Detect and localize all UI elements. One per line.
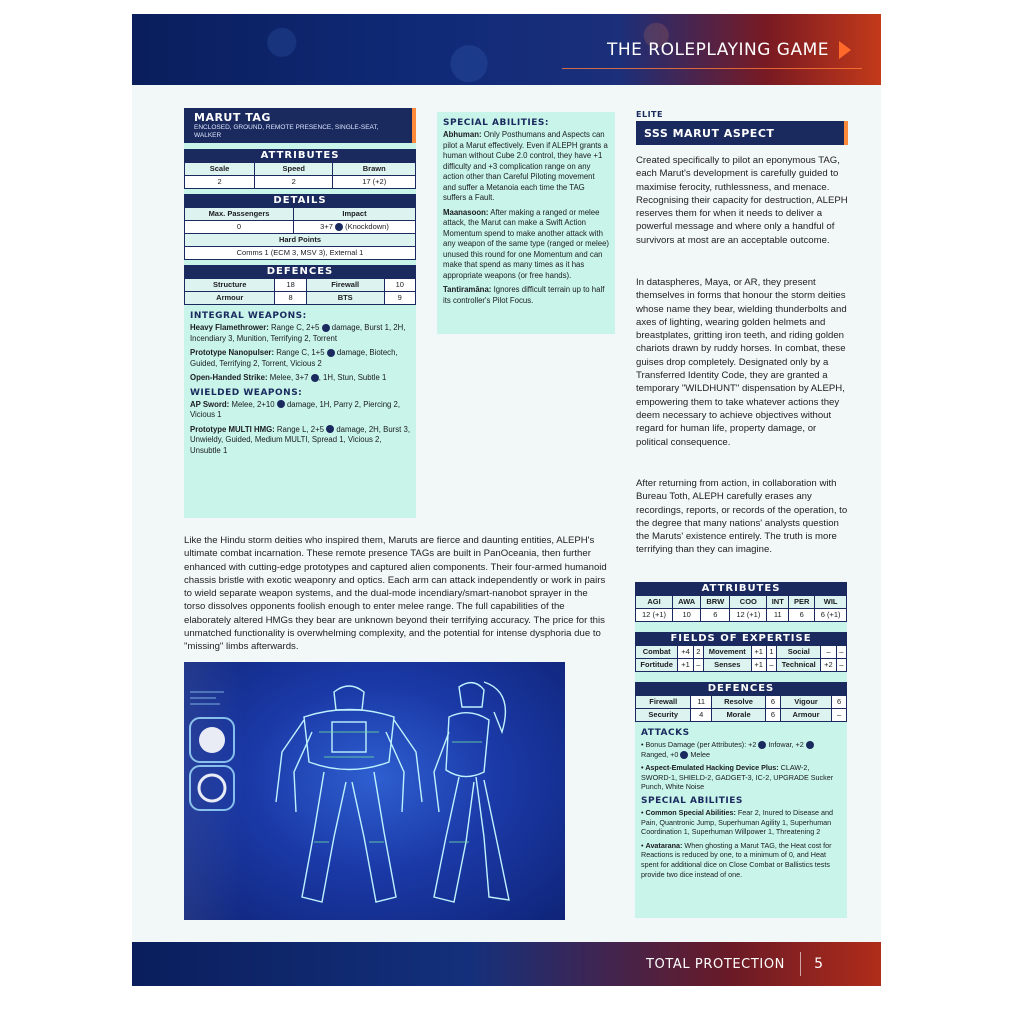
table-cell: 12 (+1)	[730, 609, 767, 622]
table-cell: +2	[821, 659, 836, 672]
fields-of-expertise-table	[635, 645, 847, 672]
combat-dice-icon	[277, 400, 285, 408]
weapon-entry: Prototype Nanopulser: Range C, 1+5 damage, Biotech, Guided, Terrifying 2, Torrent, Vicious 2	[190, 348, 398, 368]
table-header: Structure	[185, 279, 275, 292]
ability-entry: • Common Special Abilities: Fear 2, Inured to Disease and Pain, Quantronic Jump, Superhuman Agility 1, Superhuman Coordination 1, Superhuman Willpower 1, Threatening 2	[641, 807, 834, 837]
integral-weapons-heading: INTEGRAL WEAPONS:	[190, 311, 307, 321]
table-header: Scale	[185, 163, 255, 176]
weapon-entry: Prototype MULTI HMG: Range L, 2+5 damage, 2H, Burst 3, Unwieldy, Guided, Medium MULTI, Spread 1, Vicious 2, Unsubtle 1	[190, 424, 410, 455]
special-abilities-heading: SPECIAL ABILITIES:	[443, 118, 549, 128]
table-header: Morale	[711, 709, 765, 722]
table-cell: 17 (+2)	[333, 176, 416, 189]
table-cell: 18	[275, 279, 306, 292]
table-cell: –	[836, 646, 846, 659]
table-cell: 2	[185, 176, 255, 189]
table-cell: –	[821, 646, 836, 659]
table-cell: +1	[678, 659, 693, 672]
combat-dice-icon	[680, 751, 688, 759]
aspect-tier: ELITE	[636, 110, 663, 119]
weapon-entry: AP Sword: Melee, 2+10 damage, 1H, Parry 2, Piercing 2, Vicious 1	[190, 399, 401, 419]
table-cell: –	[832, 709, 847, 722]
page-number: 5	[814, 956, 823, 972]
table-cell: 2	[255, 176, 333, 189]
table-cell: +1	[751, 646, 766, 659]
table-cell: 11	[767, 609, 789, 622]
table-header: INT	[767, 596, 789, 609]
aspect-paragraph-1: Created specifically to pilot an eponymous TAG, each Marut's development is carefully guided to maximise ferocity, ruthlessness, and menace. Recognising their capacity for destruction, ALEPH reserves them for when it needs to deliver a powerful message and where only a handful of survivors at most are an acceptable outcome.	[636, 155, 848, 246]
table-cell: 8	[275, 292, 306, 305]
table-cell: 6	[766, 696, 781, 709]
tag-attributes-heading: ATTRIBUTES	[184, 149, 416, 162]
table-cell: 6	[789, 609, 815, 622]
aspect-paragraph-3: After returning from action, in collaboration with Bureau Toth, ALEPH carefully erases any recordings, reports, or records of the operation, to the degree that many nations' analysts question the Maruts' existence entirely. The truth is more terrifying than they can imagine.	[636, 478, 848, 556]
ability-entry: Maanasoon: After making a ranged or melee attack, the Marut can make a Swift Action Momentum spend to make another attack with any weapon of the same type (ranged or melee) unused this round for one Momentum and can make that spend as many times as it has appropriate weapons (or free hands).	[443, 207, 609, 280]
table-header: BRW	[701, 596, 730, 609]
attack-entry: • Bonus Damage (per Attributes): +2 Infowar, +2 Ranged, +0 Melee	[641, 740, 841, 759]
table-header: Vigour	[780, 696, 831, 709]
combat-dice-icon	[326, 425, 334, 433]
aspect-title-bar	[636, 121, 848, 145]
tag-special-abilities	[437, 112, 615, 334]
table-header: Brawn	[333, 163, 416, 176]
aspect-defences-table	[635, 695, 847, 722]
table-header: Technical	[777, 659, 821, 672]
table-header: Fortitude	[636, 659, 678, 672]
aspect-defences-heading: DEFENCES	[635, 682, 847, 695]
table-cell: 9	[384, 292, 415, 305]
page-header	[132, 14, 881, 85]
tag-details-table	[184, 207, 416, 260]
tag-details-heading: DETAILS	[184, 194, 416, 207]
ability-entry: Tantiramāna: Ignores difficult terrain up to half its controller's Pilot Focus.	[443, 285, 605, 305]
footer-divider	[800, 952, 801, 976]
tag-name: MARUT TAG	[194, 111, 271, 124]
table-cell: 10	[384, 279, 415, 292]
footer-title: TOTAL PROTECTION	[645, 957, 785, 972]
table-cell: 11	[691, 696, 712, 709]
table-cell: 2	[693, 646, 703, 659]
page-footer	[132, 942, 881, 986]
impact-cell	[294, 221, 416, 234]
table-header: WIL	[815, 596, 847, 609]
aspect-paragraph-2: In dataspheres, Maya, or AR, they present themselves in forms that honour the storm deities whose name they bear, wielding thunderbolts and axes of lighting, wearing golden helmets and breastplates, gritting iron teeth, and riding golden chariots drawn by ruddy horses. In combat, these guises drop completely. Designated only by a Transferred Identity Code, they are granted a temporary "WILDHUNT" dispensation by ALEPH, empowering them to take whatever actions they deem necessary to achieve objectives without regard for human life, property damage, or political consequence.	[636, 277, 847, 448]
table-cell: 6	[701, 609, 730, 622]
table-header: Social	[777, 646, 821, 659]
table-header: Combat	[636, 646, 678, 659]
table-header: AGI	[636, 596, 673, 609]
table-header: COO	[730, 596, 767, 609]
combat-dice-icon	[758, 741, 766, 749]
page	[132, 14, 881, 986]
combat-dice-icon	[806, 741, 814, 749]
table-header: Armour	[780, 709, 831, 722]
table-cell: +1	[751, 659, 766, 672]
impact-quality: (Knockdown)	[345, 222, 389, 231]
attacks-heading: ATTACKS	[641, 728, 690, 738]
tag-stat-block	[184, 108, 416, 518]
table-header: Movement	[704, 646, 752, 659]
tag-defences-heading: DEFENCES	[184, 265, 416, 278]
table-header: Firewall	[306, 279, 384, 292]
table-cell: –	[766, 659, 776, 672]
aspect-attributes-table	[635, 595, 847, 622]
table-header: AWA	[673, 596, 701, 609]
tag-attributes-table	[184, 162, 416, 189]
combat-dice-icon	[327, 349, 335, 357]
fields-of-expertise-heading: FIELDS OF EXPERTISE	[635, 632, 847, 645]
weapon-entry: Open-Handed Strike: Melee, 3+7 , 1H, Stun, Subtle 1	[190, 373, 387, 382]
tag-title-bar	[184, 108, 416, 143]
tag-defences-table	[184, 278, 416, 305]
table-header: Max. Passengers	[185, 208, 294, 221]
table-cell: –	[836, 659, 846, 672]
table-header: Speed	[255, 163, 333, 176]
intro-paragraph: Like the Hindu storm deities who inspired them, Maruts are fierce and daunting entities, ALEPH's ultimate combat incarnation. These remote presence TAGs are built in PanOceania, then further enhanced with cutting-edge prototypes and captured alien components. Their four-armed humanoid chassis bristle with exotic weaponry and optics. Each arm can attack independently or work in pairs to wield separate weapon systems, and the dual-mode incendiary/smart-nanobot sprayer in the torso dissolves opponents foolish enough to enter melee range. The full capabilities of the elaborately altered HMGs they bear are unknown beyond their terrifying accuracy. The price for this unmatched functionality is overwhelming complexity, and the potential for intense dysphoria due to "missing" limbs afterwards.	[184, 535, 607, 653]
table-header: Armour	[185, 292, 275, 305]
table-cell: 6	[832, 696, 847, 709]
table-cell: +4	[678, 646, 693, 659]
table-cell: 6	[766, 709, 781, 722]
table-cell: –	[693, 659, 703, 672]
tag-keywords: ENCLOSED, GROUND, REMOTE PRESENCE, SINGLE-SEAT, WALKER	[194, 124, 379, 139]
table-header: Hard Points	[185, 234, 416, 247]
aspect-section	[636, 110, 848, 145]
wielded-weapons-heading: WIELDED WEAPONS:	[190, 387, 303, 398]
header-title: THE ROLEPLAYING GAME	[606, 40, 829, 60]
combat-dice-icon	[322, 324, 330, 332]
table-header: Security	[636, 709, 691, 722]
table-cell: 10	[673, 609, 701, 622]
table-cell: 12 (+1)	[636, 609, 673, 622]
table-header: PER	[789, 596, 815, 609]
combat-dice-icon	[335, 223, 343, 231]
attack-entry: • Aspect-Emulated Hacking Device Plus: CLAW-2, SWORD-1, SHIELD-2, GADGET-3, IC-2, UPGRADE Sucker Punch, White Noise	[641, 763, 834, 792]
table-header: BTS	[306, 292, 384, 305]
aspect-special-abilities-heading: SPECIAL ABILITIES	[641, 795, 743, 806]
table-cell: 1	[766, 646, 776, 659]
table-cell: Comms 1 (ECM 3, MSV 3), External 1	[185, 247, 416, 260]
aspect-stat-block	[635, 582, 847, 918]
table-cell: 4	[691, 709, 712, 722]
header-arrow-icon	[839, 41, 851, 59]
ability-entry: Abhuman: Only Posthumans and Aspects can pilot a Marut effectively. Even if ALEPH grants a human without Cube 2.0 control, they have +1 difficulty and +3 complication range on any action other than Careful Piloting movement and suffer a Metanoia each time the TAG suffers a Fault.	[443, 130, 608, 202]
table-header: Resolve	[711, 696, 765, 709]
table-header: Impact	[294, 208, 416, 221]
weapon-entry: Heavy Flamethrower: Range C, 2+5 damage, Burst 1, 2H, Incendiary 3, Munition, Terrifying 2, Torrent	[190, 323, 406, 343]
aspect-attributes-heading: ATTRIBUTES	[635, 582, 847, 595]
table-cell: 6 (+1)	[815, 609, 847, 622]
aspect-name: SSS MARUT ASPECT	[644, 127, 775, 140]
table-cell: 0	[185, 221, 294, 234]
table-header: Firewall	[636, 696, 691, 709]
table-header: Senses	[704, 659, 752, 672]
marut-schematic-illustration	[184, 662, 565, 920]
impact-value: 3+7	[320, 222, 333, 231]
header-rule	[562, 68, 862, 69]
combat-dice-icon	[311, 374, 319, 382]
ability-entry: • Avatarana: When ghosting a Marut TAG, the Heat cost for Reactions is reduced by one, to a minimum of 0, and Heat spent for additional dice on Close Combat or Ballistics tests provide two dice instead of one.	[641, 840, 832, 879]
